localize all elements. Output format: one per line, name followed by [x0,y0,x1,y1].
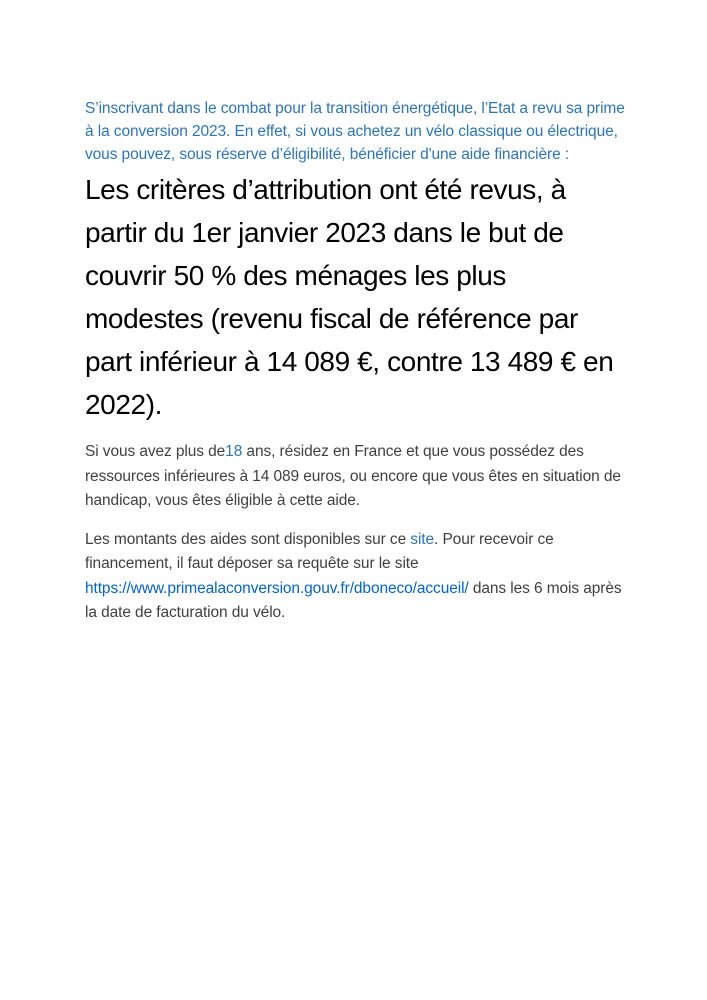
site-link[interactable]: site [410,530,435,548]
headline-paragraph: Les critères d’attribution ont été revus, à partir du 1er janvier 2023 dans le but de couvrir 50 % des ménages les plus modestes (revenu fiscal de référence par part inférieur à 14 089 €, contre 13 489 € en 2022). [85,174,614,420]
document-content [85,97,630,626]
prime-conversion-url-link[interactable]: https://www.primealaconversion.gouv.fr/dboneco/accueil/ [85,579,469,597]
eligibility-text-before: Si vous avez plus de [85,443,226,460]
amounts-text-after: dans les 6 mois après la date de facturation du vélo. [85,579,622,621]
intro-paragraph: S’inscrivant dans le combat pour la transition énergétique, l’Etat a revu sa prime à la conversion 2023. En effet, si vous achetez un vélo classique ou électrique, vous pouvez, sous réserve d’éligibilité, bénéficier d'une aide financière : [85,100,625,163]
eligibility-text-after: ans, résidez en France et que vous possédez des ressources inférieures à 14 089 euros, ou encore que vous êtes en situation de handicap, vous êtes éligible à cette aide. [85,443,621,509]
amounts-paragraph [85,528,630,626]
eligibility-age: 18 [225,443,243,460]
amounts-text-middle: . Pour recevoir ce financement, il faut déposer sa requête sur le site [85,530,554,572]
eligibility-paragraph [85,440,630,514]
amounts-text-before: Les montants des aides sont disponibles sur ce [85,530,411,548]
